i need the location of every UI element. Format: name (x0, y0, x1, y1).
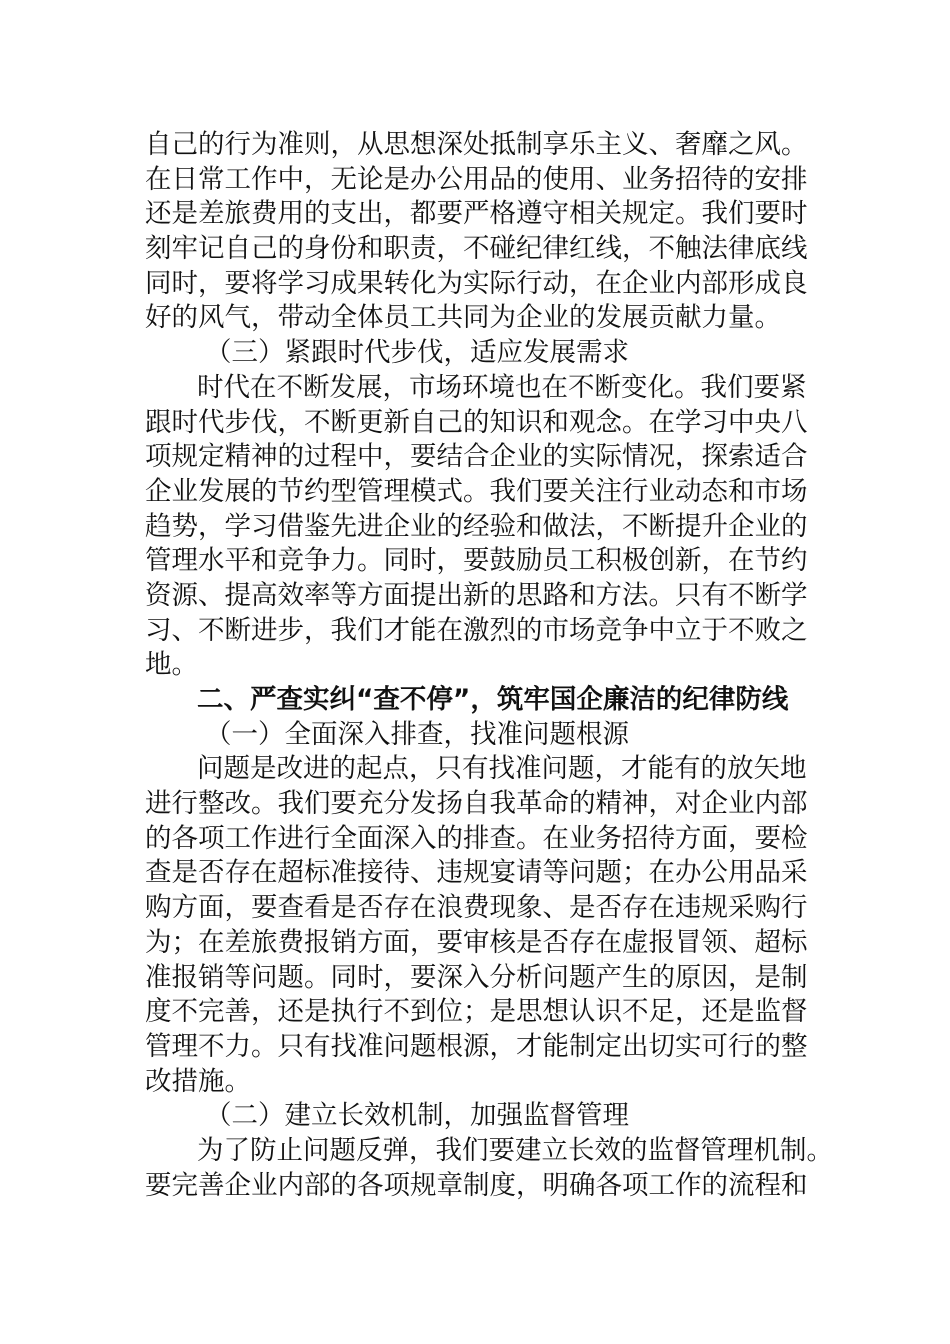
text-line: 在日常工作中，无论是办公用品的使用、业务招待的安排 (145, 163, 808, 195)
text-line: 的各项工作进行全面深入的排查。在业务招待方面，要检 (145, 822, 808, 854)
text-line: 管理水平和竞争力。同时，要鼓励员工积极创新，在节约 (145, 545, 808, 577)
text-line: 跟时代步伐，不断更新自己的知识和观念。在学习中央八 (145, 406, 808, 438)
text-line: 习、不断进步，我们才能在激烈的市场竞争中立于不败之 (145, 614, 808, 646)
text-line: 查是否存在超标准接待、违规宴请等问题；在办公用品采 (145, 857, 808, 889)
text-line: 项规定精神的过程中，要结合企业的实际情况，探索适合 (145, 441, 808, 473)
text-line: 资源、提高效率等方面提出新的思路和方法。只有不断学 (145, 579, 808, 611)
text-line: 为了防止问题反弹，我们要建立长效的监督管理机制。 (197, 1134, 833, 1166)
text-line: 进行整改。我们要充分发扬自我革命的精神，对企业内部 (145, 788, 808, 820)
subsection-heading: （三）紧跟时代步伐，适应发展需求 (205, 337, 629, 369)
text-line: 自己的行为准则，从思想深处抵制享乐主义、奢靡之风。 (145, 129, 808, 160)
text-line: 趋势，学习借鉴先进企业的经验和做法，不断提升企业的 (145, 510, 808, 542)
text-line: 改措施。 (145, 1065, 251, 1097)
text-line: 地。 (145, 649, 198, 681)
subsection-heading: （二）建立长效机制，加强监督管理 (205, 1100, 629, 1132)
text-line: 准报销等问题。同时，要深入分析问题产生的原因，是制 (145, 961, 808, 993)
text-line: 好的风气，带动全体员工共同为企业的发展贡献力量。 (145, 302, 781, 334)
subsection-heading: （一）全面深入排查，找准问题根源 (205, 718, 629, 750)
text-line: 为；在差旅费报销方面，要审核是否存在虚报冒领、超标 (145, 926, 808, 958)
text-line: 企业发展的节约型管理模式。我们要关注行业动态和市场 (145, 475, 808, 507)
text-line: 管理不力。只有找准问题根源，才能制定出切实可行的整 (145, 1030, 808, 1062)
section-heading: 二、严查实纠“查不停”，筑牢国企廉洁的纪律防线 (197, 684, 789, 715)
text-line: 还是差旅费用的支出，都要严格遵守相关规定。我们要时 (145, 198, 808, 230)
text-line: 要完善企业内部的各项规章制度，明确各项工作的流程和 (145, 1169, 808, 1201)
text-line: 问题是改进的起点，只有找准问题，才能有的放矢地 (197, 753, 807, 785)
text-line: 刻牢记自己的身份和职责，不碰纪律红线，不触法律底线 (145, 233, 808, 265)
text-line: 同时，要将学习成果转化为实际行动，在企业内部形成良 (145, 267, 808, 299)
document-body (145, 128, 845, 1203)
text-line: 度不完善，还是执行不到位；是思想认识不足，还是监督 (145, 996, 808, 1028)
text-line: 时代在不断发展，市场环境也在不断变化。我们要紧 (197, 371, 807, 403)
text-line: 购方面，要查看是否存在浪费现象、是否存在违规采购行 (145, 892, 808, 924)
